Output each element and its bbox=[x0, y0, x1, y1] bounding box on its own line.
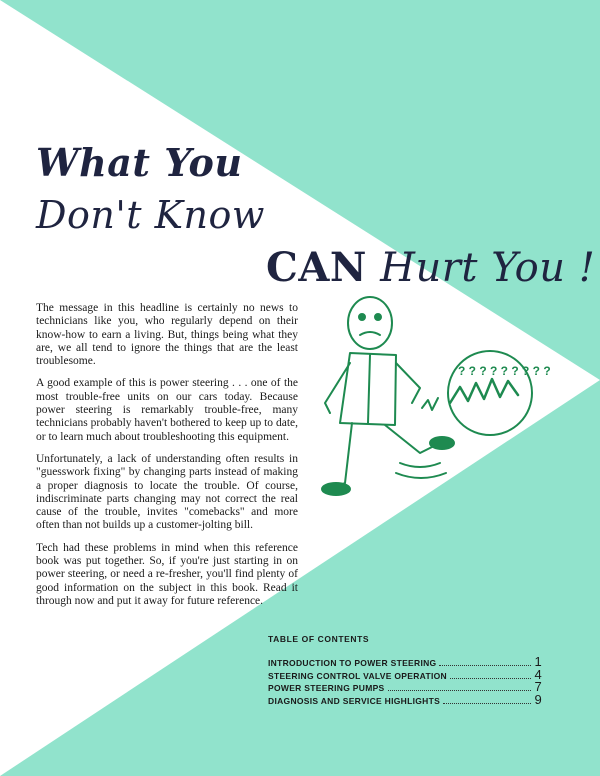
cartoon-illustration bbox=[300, 293, 551, 505]
headline-rest: Hurt You ! bbox=[366, 245, 596, 291]
toc-title: TABLE OF CONTENTS bbox=[268, 634, 370, 644]
paragraph-1: The message in this headline is certainly no news to technicians like you, who regularly depend on their know-how to earn a living. But, things being what they are, we all tend to ignore the things that are the least troublesome. bbox=[36, 302, 298, 368]
toc-item-page: 9 bbox=[534, 691, 542, 707]
cartoon-arm-left bbox=[325, 363, 350, 413]
toc-item-label: STEERING CONTROL VALVE OPERATION bbox=[268, 670, 447, 681]
cartoon-tie bbox=[368, 355, 370, 423]
toc-item-label: INTRODUCTION TO POWER STEERING bbox=[268, 658, 437, 668]
headline-caps: CAN bbox=[266, 244, 367, 291]
cartoon-arm-right bbox=[396, 363, 420, 403]
toc-item-page: 7 bbox=[534, 679, 542, 694]
headline-line-2: Don't Know bbox=[36, 193, 265, 237]
toc-item-page: 1 bbox=[534, 654, 542, 669]
cartoon-mouth bbox=[360, 332, 380, 335]
leader-dots bbox=[443, 696, 531, 704]
cartoon-leg-left bbox=[330, 423, 352, 489]
cartoon-eye-right bbox=[375, 314, 381, 320]
jolt-zigzag bbox=[422, 398, 438, 410]
headline-line-3 bbox=[266, 244, 595, 291]
toc-item[interactable] bbox=[268, 654, 542, 667]
leader-dots bbox=[439, 658, 531, 666]
toc-item[interactable] bbox=[268, 692, 542, 705]
paragraph-4: Tech had these problems in mind when this reference book was put together. So, if you're just starting in on power steering, or need a re-fresher, you'll find plenty of good information on the subject in this book. Read it through now and put it away for future reference. bbox=[36, 541, 298, 607]
headline-line-1: What You bbox=[36, 140, 243, 185]
toc-item[interactable] bbox=[268, 679, 542, 692]
question-marks: ? ? ? ? ? ? ? ? ? bbox=[458, 364, 551, 378]
cartoon-shoe-left bbox=[322, 483, 350, 495]
toc-item[interactable] bbox=[268, 667, 542, 680]
leader-dots bbox=[450, 671, 531, 679]
toc-item-label: POWER STEERING PUMPS bbox=[268, 683, 385, 693]
paragraph-2: A good example of this is power steering . . . one of the most trouble-free units on our cars today. Because power steering is remarkably trouble-free, many technicians probably haven't bothered to keep up to date, or to learn much about troubleshooting this equipment. bbox=[36, 377, 298, 443]
toc-item-label: DIAGNOSIS AND SERVICE HIGHLIGHTS bbox=[268, 695, 441, 706]
cartoon-head bbox=[348, 297, 392, 349]
cartoon-shoe-right bbox=[430, 437, 454, 449]
cartoon-eye-left bbox=[359, 314, 365, 320]
toc-item-page: 4 bbox=[534, 666, 542, 682]
paragraph-3: Unfortunately, a lack of understanding often results in "guesswork fixing" by changing parts instead of making a proper diagnosis to locate the trouble. Of course, indiscriminate parts changing may not correct the real cause of the trouble, invites "comebacks" and more often than not builds up a customer-jolting bill. bbox=[36, 452, 298, 532]
motion-lines bbox=[396, 463, 446, 478]
leader-dots bbox=[388, 683, 532, 691]
article-body bbox=[36, 302, 298, 617]
table-of-contents bbox=[268, 634, 542, 707]
crack-zigzag bbox=[450, 379, 518, 403]
